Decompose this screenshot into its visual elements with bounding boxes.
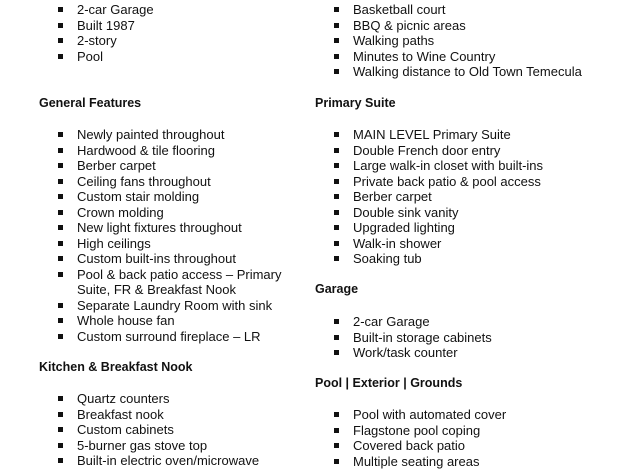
list-item: Ceiling fans throughout	[0, 174, 281, 190]
list-item: Quartz counters	[0, 391, 259, 407]
list-item: Built-in storage cabinets	[300, 330, 492, 346]
bullet-icon	[58, 148, 63, 153]
list-item: Large walk-in closet with built-ins	[300, 158, 543, 174]
list-item: Walk-in shower	[300, 236, 543, 252]
bullet-icon	[334, 23, 339, 28]
list-item: BBQ & picnic areas	[300, 18, 582, 34]
bullet-icon	[58, 272, 63, 277]
list-item: MAIN LEVEL Primary Suite	[300, 127, 543, 143]
list-item: Built 1987	[0, 18, 154, 34]
bullet-icon	[58, 241, 63, 246]
bullet-icon	[58, 38, 63, 43]
right-top-list	[300, 2, 582, 80]
bullet-icon	[334, 132, 339, 137]
bullet-icon	[58, 179, 63, 184]
bullet-icon	[58, 396, 63, 401]
general-features-list	[0, 127, 281, 344]
list-item: Newly painted throughout	[0, 127, 281, 143]
list-item: 5-burner gas stove top	[0, 438, 259, 454]
bullet-icon	[334, 241, 339, 246]
bullet-icon	[334, 194, 339, 199]
list-item: Custom cabinets	[0, 422, 259, 438]
section-heading-garage: Garage	[315, 282, 358, 297]
list-item: Whole house fan	[0, 313, 281, 329]
list-item: 2-story	[0, 33, 154, 49]
bullet-icon	[334, 459, 339, 464]
left-top-list	[0, 2, 154, 64]
list-item: Minutes to Wine Country	[300, 49, 582, 65]
bullet-icon	[58, 54, 63, 59]
list-item: Upgraded lighting	[300, 220, 543, 236]
list-item: Custom built-ins throughout	[0, 251, 281, 267]
bullet-icon	[58, 210, 63, 215]
bullet-icon	[58, 23, 63, 28]
bullet-icon	[58, 443, 63, 448]
section-heading-general-features: General Features	[39, 96, 141, 111]
bullet-icon	[334, 163, 339, 168]
bullet-icon	[334, 69, 339, 74]
list-item: Multiple seating areas	[300, 454, 506, 469]
list-item: Separate Laundry Room with sink	[0, 298, 281, 314]
list-item: Berber carpet	[300, 189, 543, 205]
bullet-icon	[58, 458, 63, 463]
bullet-icon	[334, 210, 339, 215]
list-item: Pool & back patio access – Primary	[0, 267, 281, 283]
bullet-icon	[58, 427, 63, 432]
section-heading-primary-suite: Primary Suite	[315, 96, 396, 111]
list-item: Built-in electric oven/microwave	[0, 453, 259, 469]
bullet-icon	[58, 7, 63, 12]
list-item: 2-car Garage	[0, 2, 154, 18]
list-item: Berber carpet	[0, 158, 281, 174]
bullet-icon	[334, 225, 339, 230]
bullet-icon	[334, 443, 339, 448]
bullet-icon	[334, 256, 339, 261]
list-item: Flagstone pool coping	[300, 423, 506, 439]
list-item: Walking paths	[300, 33, 582, 49]
kitchen-list	[0, 391, 259, 469]
list-item: Crown molding	[0, 205, 281, 221]
bullet-icon	[58, 303, 63, 308]
list-item: Basketball court	[300, 2, 582, 18]
section-heading-kitchen: Kitchen & Breakfast Nook	[39, 360, 193, 375]
list-item: Soaking tub	[300, 251, 543, 267]
bullet-icon	[334, 7, 339, 12]
bullet-icon	[334, 350, 339, 355]
list-item: Double French door entry	[300, 143, 543, 159]
bullet-icon	[58, 334, 63, 339]
bullet-icon	[334, 54, 339, 59]
list-item: Double sink vanity	[300, 205, 543, 221]
bullet-icon	[334, 179, 339, 184]
primary-suite-list	[300, 127, 543, 267]
list-item: Breakfast nook	[0, 407, 259, 423]
list-item: Covered back patio	[300, 438, 506, 454]
bullet-icon	[334, 148, 339, 153]
bullet-icon	[58, 132, 63, 137]
bullet-icon	[334, 335, 339, 340]
bullet-icon	[58, 412, 63, 417]
garage-list	[300, 314, 492, 361]
bullet-icon	[58, 225, 63, 230]
section-heading-pool-exterior: Pool | Exterior | Grounds	[315, 376, 462, 391]
list-item: Pool	[0, 49, 154, 65]
list-item: 2-car Garage	[300, 314, 492, 330]
bullet-icon	[58, 256, 63, 261]
list-item: Custom stair molding	[0, 189, 281, 205]
list-item: Custom surround fireplace – LR	[0, 329, 281, 345]
bullet-icon	[58, 163, 63, 168]
bullet-icon	[334, 412, 339, 417]
list-item: High ceilings	[0, 236, 281, 252]
list-item: Hardwood & tile flooring	[0, 143, 281, 159]
list-item: Walking distance to Old Town Temecula	[300, 64, 582, 80]
list-item: Work/task counter	[300, 345, 492, 361]
list-item-continuation: Suite, FR & Breakfast Nook	[0, 282, 281, 298]
bullet-icon	[58, 194, 63, 199]
list-item: Pool with automated cover	[300, 407, 506, 423]
bullet-icon	[334, 38, 339, 43]
bullet-icon	[58, 318, 63, 323]
bullet-icon	[334, 319, 339, 324]
list-item: Private back patio & pool access	[300, 174, 543, 190]
list-item: New light fixtures throughout	[0, 220, 281, 236]
bullet-icon	[334, 428, 339, 433]
